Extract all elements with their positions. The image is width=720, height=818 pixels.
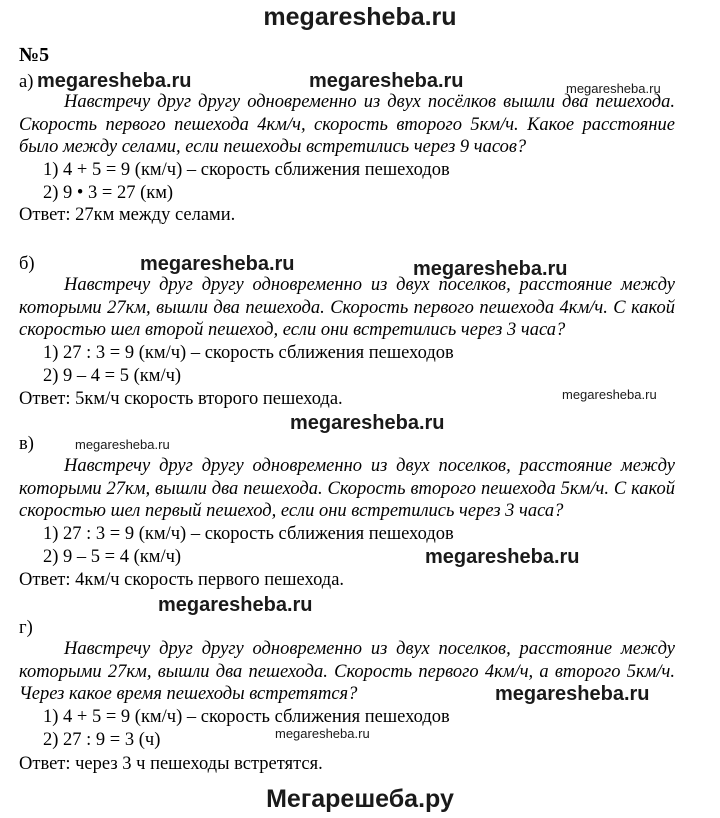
- answer-line: Ответ: через 3 ч пешеходы встретятся.: [19, 754, 323, 774]
- problem-text-v: Навстречу друг другу одновременно из двух поселков, расстояние между которыми 27км, вышли два пешехода. Скорость второго пешехода 5км/ч. С какой скоростью шел первый пешеход, если они встретились через 3 часа?: [19, 456, 675, 522]
- solution-step: 1) 27 : 3 = 9 (км/ч) – скорость сближения пешеходов: [43, 343, 454, 363]
- problem-text-g: Навстречу друг другу одновременно из двух поселков, расстояние между которыми 27км, вышли два пешехода. Скорость первого 4км/ч, а второго 5км/ч. Через какое время пешеходы встретятся?: [19, 639, 675, 705]
- watermark: megaresheba.ru: [495, 683, 650, 705]
- solution-step: 2) 9 • 3 = 27 (км): [43, 183, 174, 203]
- watermark: megaresheba.ru: [37, 70, 192, 92]
- watermark: megaresheba.ru: [75, 437, 170, 452]
- task-number: №5: [19, 44, 50, 66]
- solution-step: 2) 9 – 5 = 4 (км/ч): [43, 547, 182, 567]
- watermark: megaresheba.ru: [140, 253, 295, 275]
- watermark: megaresheba.ru: [309, 70, 464, 92]
- watermark: megaresheba.ru: [158, 594, 313, 616]
- watermark: megaresheba.ru: [562, 387, 657, 402]
- solution-step: 2) 27 : 9 = 3 (ч): [43, 730, 161, 750]
- solution-step: 1) 4 + 5 = 9 (км/ч) – скорость сближения пешеходов: [43, 160, 450, 180]
- site-header: megaresheba.ru: [263, 3, 457, 31]
- watermark: megaresheba.ru: [566, 81, 661, 96]
- part-label-g: г): [19, 618, 33, 638]
- watermark: megaresheba.ru: [425, 546, 580, 568]
- solution-step: 1) 27 : 3 = 9 (км/ч) – скорость сближения пешеходов: [43, 524, 454, 544]
- solution-step: 1) 4 + 5 = 9 (км/ч) – скорость сближения пешеходов: [43, 707, 450, 727]
- problem-text-a: Навстречу друг другу одновременно из двух посёлков вышли два пешехода. Скорость первого пешехода 4км/ч, скорость второго 5км/ч. Какое расстояние было между селами, если пешеходы встретились через 9 часов?: [19, 92, 675, 158]
- answer-line: Ответ: 27км между селами.: [19, 205, 236, 225]
- solution-step: 2) 9 – 4 = 5 (км/ч): [43, 366, 182, 386]
- watermark: megaresheba.ru: [290, 412, 445, 434]
- problem-text-b: Навстречу друг другу одновременно из двух поселков, расстояние между которыми 27км, вышли два пешехода. Скорость первого пешехода 4км/ч. С какой скоростью шел второй пешеход, если они встретились через 3 часа?: [19, 275, 675, 341]
- watermark: megaresheba.ru: [413, 258, 568, 280]
- answer-line: Ответ: 4км/ч скорость первого пешехода.: [19, 570, 345, 590]
- answer-line: Ответ: 5км/ч скорость второго пешехода.: [19, 389, 343, 409]
- part-label-v: в): [19, 434, 34, 454]
- part-label-b: б): [19, 254, 35, 274]
- site-footer: Мегарешеба.ру: [266, 785, 454, 813]
- watermark: megaresheba.ru: [275, 726, 370, 741]
- part-label-a: а): [19, 72, 34, 92]
